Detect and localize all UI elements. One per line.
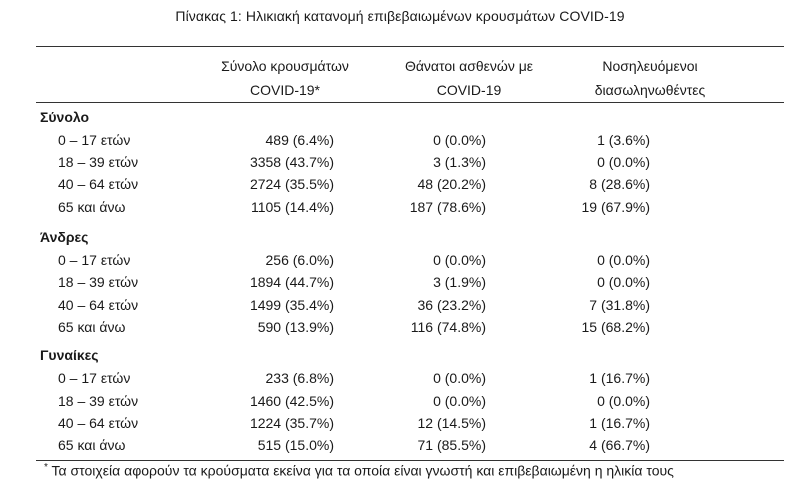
footnote-text: Τα στοιχεία αφορούν τα κρούσματα εκείνα για τα οποία είναι γνωστή και επιβεβαιωμένη η ηλικία τους <box>51 462 674 479</box>
cell-deaths: 36 (23.2%) <box>417 297 486 313</box>
cell-cases: 1499 (35.4%) <box>249 297 334 313</box>
cell-cases: 2724 (35.5%) <box>249 176 334 192</box>
cell-deaths: 71 (85.5%) <box>417 437 486 453</box>
cell-intubated: 0 (0.0%) <box>597 393 650 409</box>
table-row <box>0 437 800 459</box>
table-row <box>0 297 800 319</box>
cell-intubated: 19 (67.9%) <box>581 199 650 215</box>
table-row <box>0 176 800 198</box>
row-label: 0 – 17 ετών <box>58 132 131 148</box>
row-label: 40 – 64 ετών <box>58 297 139 313</box>
cell-deaths: 12 (14.5%) <box>417 415 486 431</box>
column-header-line: COVID-19* <box>249 82 321 98</box>
cell-intubated: 8 (28.6%) <box>589 176 650 192</box>
cell-intubated: 0 (0.0%) <box>597 274 650 290</box>
cell-deaths: 187 (78.6%) <box>409 199 486 215</box>
row-label: 65 και άνω <box>58 319 126 335</box>
cell-cases: 1894 (44.7%) <box>249 274 334 290</box>
cell-deaths: 0 (0.0%) <box>433 393 486 409</box>
table-row <box>0 319 800 341</box>
table-caption: Πίνακας 1: Ηλικιακή κατανομή επιβεβαιωμένων κρουσμάτων COVID-19 <box>175 8 625 24</box>
cell-intubated: 1 (16.7%) <box>589 415 650 431</box>
cell-deaths: 0 (0.0%) <box>433 252 486 268</box>
cell-intubated: 15 (68.2%) <box>581 319 650 335</box>
header-bottom-rule <box>36 102 784 103</box>
table-row <box>0 199 800 221</box>
table-row <box>0 370 800 392</box>
cell-deaths: 3 (1.3%) <box>433 154 486 170</box>
cell-deaths: 116 (74.8%) <box>410 319 486 335</box>
column-header-line: Θάνατοι ασθενών με <box>404 58 534 74</box>
row-label: 0 – 17 ετών <box>58 252 131 268</box>
column-header-total-cases <box>200 54 370 102</box>
column-header-deaths <box>376 54 562 102</box>
cell-intubated: 1 (3.6%) <box>597 132 650 148</box>
row-label: 40 – 64 ετών <box>58 415 139 431</box>
cell-cases: 590 (13.9%) <box>257 319 334 335</box>
table-row <box>0 415 800 437</box>
cell-intubated: 7 (31.8%) <box>589 297 650 313</box>
row-label: 40 – 64 ετών <box>58 176 139 192</box>
row-label: 18 – 39 ετών <box>58 274 139 290</box>
table-bottom-rule <box>36 460 784 461</box>
group-title-men: Άνδρες <box>40 229 89 245</box>
cell-cases: 1105 (14.4%) <box>250 199 334 215</box>
table-row <box>0 252 800 274</box>
cell-cases: 233 (6.8%) <box>265 370 334 386</box>
cell-cases: 1224 (35.7%) <box>249 415 334 431</box>
cell-cases: 1460 (42.5%) <box>249 393 334 409</box>
footnote <box>44 462 784 479</box>
cell-cases: 3358 (43.7%) <box>249 154 334 170</box>
table-top-rule <box>36 46 784 47</box>
column-header-line: Σύνολο κρουσμάτων <box>221 58 349 74</box>
cell-deaths: 0 (0.0%) <box>433 370 486 386</box>
row-label: 65 και άνω <box>58 199 126 215</box>
column-header-line: COVID-19 <box>436 82 502 98</box>
cell-cases: 489 (6.4%) <box>265 132 334 148</box>
column-header-intubated <box>560 54 740 102</box>
cell-intubated: 0 (0.0%) <box>597 252 650 268</box>
group-title-women: Γυναίκες <box>40 347 99 363</box>
cell-intubated: 1 (16.7%) <box>589 370 650 386</box>
footnote-marker: * <box>44 462 48 473</box>
cell-deaths: 48 (20.2%) <box>417 176 486 192</box>
cell-deaths: 0 (0.0%) <box>433 132 486 148</box>
column-header-line: διασωληνωθέντες <box>594 82 706 98</box>
cell-intubated: 4 (66.7%) <box>589 437 650 453</box>
table-row <box>0 393 800 415</box>
table-row <box>0 132 800 154</box>
row-label: 0 – 17 ετών <box>58 370 131 386</box>
table-row <box>0 274 800 296</box>
row-label: 65 και άνω <box>58 437 126 453</box>
cell-intubated: 0 (0.0%) <box>597 154 650 170</box>
row-label: 18 – 39 ετών <box>58 393 139 409</box>
column-header-line: Νοσηλευόμενοι <box>602 58 698 74</box>
cell-cases: 256 (6.0%) <box>265 252 334 268</box>
cell-deaths: 3 (1.9%) <box>433 274 486 290</box>
table-row <box>0 154 800 176</box>
row-label: 18 – 39 ετών <box>58 154 139 170</box>
cell-cases: 515 (15.0%) <box>257 437 334 453</box>
group-title-total: Σύνολο <box>40 109 90 125</box>
